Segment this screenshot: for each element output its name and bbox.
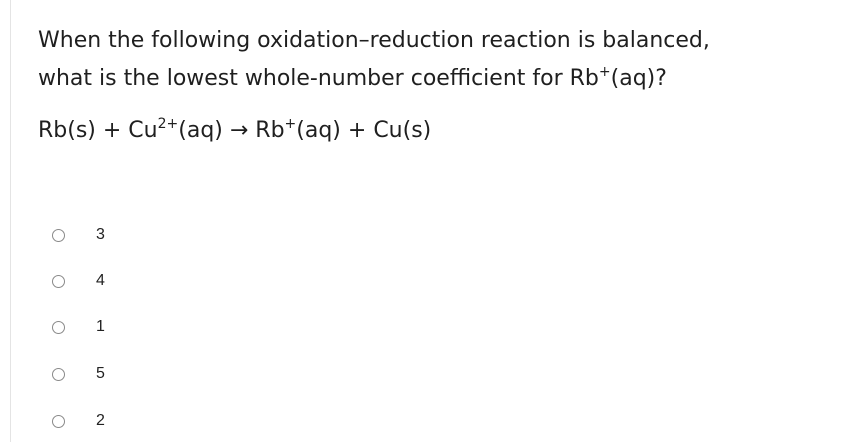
question-text-line-1: When the following oxidation–reduction reaction is balanced, xyxy=(38,28,710,53)
equation-part-2: (aq) → Rb xyxy=(178,118,285,143)
question-text-line-2 xyxy=(38,64,667,96)
answer-option-label: 5 xyxy=(96,365,105,382)
answer-option[interactable] xyxy=(52,406,105,436)
answer-option[interactable] xyxy=(52,220,105,250)
answer-option-label: 2 xyxy=(96,412,105,429)
question-text-prefix: what is the lowest whole-number coefficient for Rb xyxy=(38,66,599,91)
answer-option-label: 4 xyxy=(96,272,105,289)
answer-option[interactable] xyxy=(52,359,105,389)
answer-option-label: 1 xyxy=(96,318,105,335)
question-card xyxy=(10,0,861,442)
equation-part-3: (aq) + Cu(s) xyxy=(296,118,432,143)
reaction-equation xyxy=(38,116,431,148)
question-text-suffix: (aq)? xyxy=(610,66,667,91)
radio-button[interactable] xyxy=(52,415,65,428)
radio-button[interactable] xyxy=(52,275,65,288)
rb-ion-charge-superscript: + xyxy=(284,116,297,132)
answer-option-label: 3 xyxy=(96,226,105,243)
radio-button[interactable] xyxy=(52,321,65,334)
rb-charge-superscript: + xyxy=(598,64,611,80)
radio-button[interactable] xyxy=(52,229,65,242)
answer-option[interactable] xyxy=(52,266,105,296)
equation-part-1: Rb(s) + Cu xyxy=(38,118,158,143)
radio-button[interactable] xyxy=(52,368,65,381)
cu-charge-superscript: 2+ xyxy=(157,116,179,132)
answer-option[interactable] xyxy=(52,312,105,342)
